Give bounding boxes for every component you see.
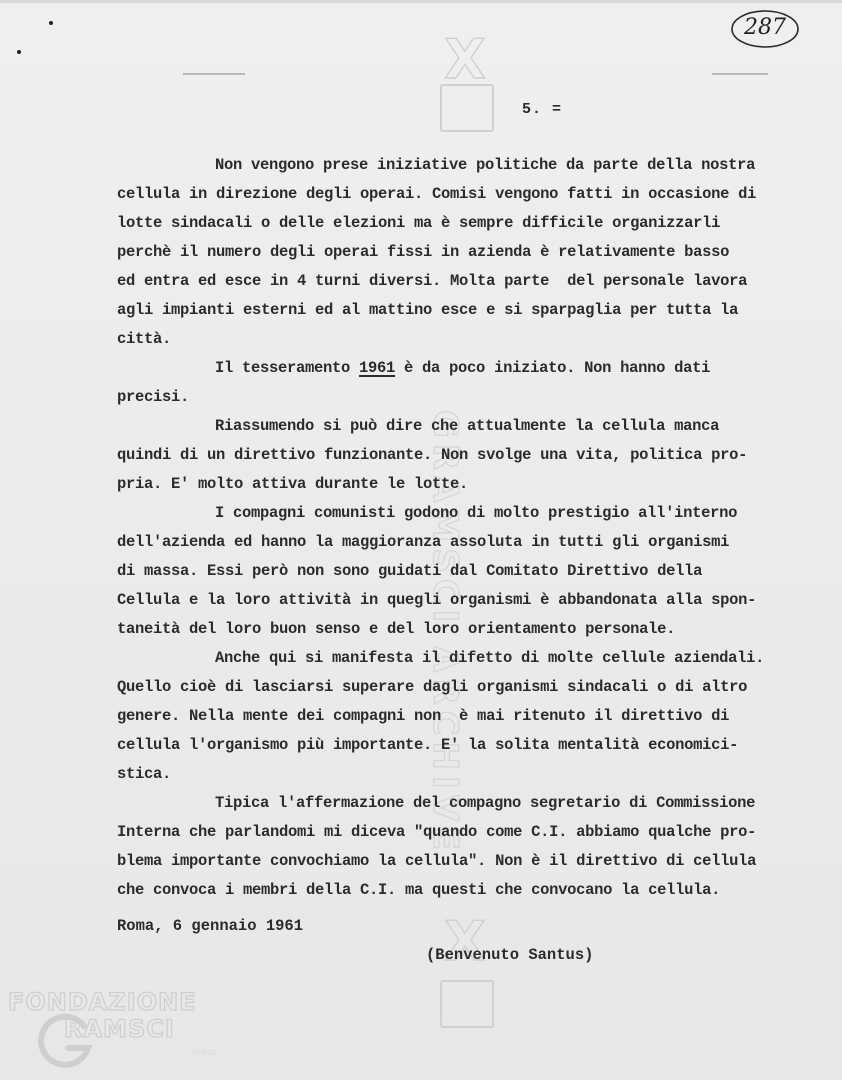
underlined-year: 1961 (359, 359, 396, 377)
ink-speck (49, 21, 53, 25)
text-line: I compagni comunisti godono di molto prestigio all'interno (215, 504, 738, 522)
text-fragment: è da poco iniziato. Non hanno dati (395, 359, 711, 377)
text-line: lotte sindacali o delle elezioni ma è sempre difficile organizzarli (117, 214, 721, 232)
text-fragment: Il tesseramento (215, 359, 360, 377)
text-line: Cellula e la loro attività in quegli organismi è abbandonata alla spon- (117, 591, 757, 609)
ink-speck (17, 50, 21, 54)
logo-line-2: RAMSCI (64, 1015, 175, 1043)
text-line: ed entra ed esce in 4 turni diversi. Molta parte del personale lavora (117, 272, 748, 290)
page-number-text: 287 (744, 15, 786, 40)
text-line: Riassumendo si può dire che attualmente la cellula manca (215, 417, 720, 435)
header-rule-left (183, 73, 245, 75)
text-line (117, 354, 829, 383)
text-line: genere. Nella mente dei compagni non è mai ritenuto il direttivo di (117, 707, 730, 725)
text-line: cellula in direzione degli operai. Comisi vengono fatti in occasione di (117, 185, 757, 203)
text-line: pria. E' molto attiva durante le lotte. (117, 475, 469, 493)
letter-body (117, 151, 829, 905)
fondazione-gramsci-logo (2, 988, 222, 1074)
place-and-date: Roma, 6 gennaio 1961 (117, 917, 304, 935)
watermark-x-mark: X (444, 28, 486, 91)
logo-subtitle: onlus (192, 1048, 217, 1058)
text-line: taneità del loro buon senso e del loro orientamento personale. (117, 620, 676, 638)
text-line: precisi. (117, 388, 190, 406)
text-line: cellula l'organismo più importante. E' la solita mentalità economici- (117, 736, 739, 754)
text-line: Tipica l'affermazione del compagno segretario di Commissione (215, 794, 756, 812)
text-line: Anche qui si manifesta il difetto di molte cellule aziendali. (215, 649, 765, 667)
watermark-vertical-text: GRAMSCI ARCHIVE (425, 410, 465, 857)
watermark-box-mark (440, 980, 494, 1028)
handwritten-page-number (730, 8, 800, 50)
scan-top-edge (0, 0, 842, 3)
text-line: Non vengono prese iniziative politiche da parte della nostra (215, 156, 756, 174)
signature: (Benvenuto Santus) (426, 946, 594, 964)
text-line: blema importante convochiamo la cellula". Non è il direttivo di cellula (117, 852, 757, 870)
text-line: Quello cioè di lasciarsi superare dagli organismi sindacali o di altro (117, 678, 748, 696)
text-line: quindi di un direttivo funzionante. Non svolge una vita, politica pro- (117, 446, 748, 464)
text-line: perchè il numero degli operai fissi in azienda è relativamente basso (117, 243, 730, 261)
text-line: che convoca i membri della C.I. ma questi che convocano la cellula. (117, 881, 721, 899)
typed-page-label: 5. = (522, 101, 563, 118)
text-line: di massa. Essi però non sono guidati dal Comitato Direttivo della (117, 562, 703, 580)
watermark-box-mark (440, 84, 494, 132)
header-rule-right (712, 73, 768, 75)
logo-line-1: FONDAZIONE (8, 988, 197, 1016)
text-line: dell'azienda ed hanno la maggioranza assoluta in tutti gli organismi (117, 533, 730, 551)
text-line: città. (117, 330, 172, 348)
watermark-x-mark: X (444, 910, 486, 973)
text-line: Interna che parlandomi mi diceva "quando come C.I. abbiamo qualche pro- (117, 823, 757, 841)
text-line: stica. (117, 765, 172, 783)
text-line: agli impianti esterni ed al mattino esce e si sparpaglia per tutta la (117, 301, 739, 319)
